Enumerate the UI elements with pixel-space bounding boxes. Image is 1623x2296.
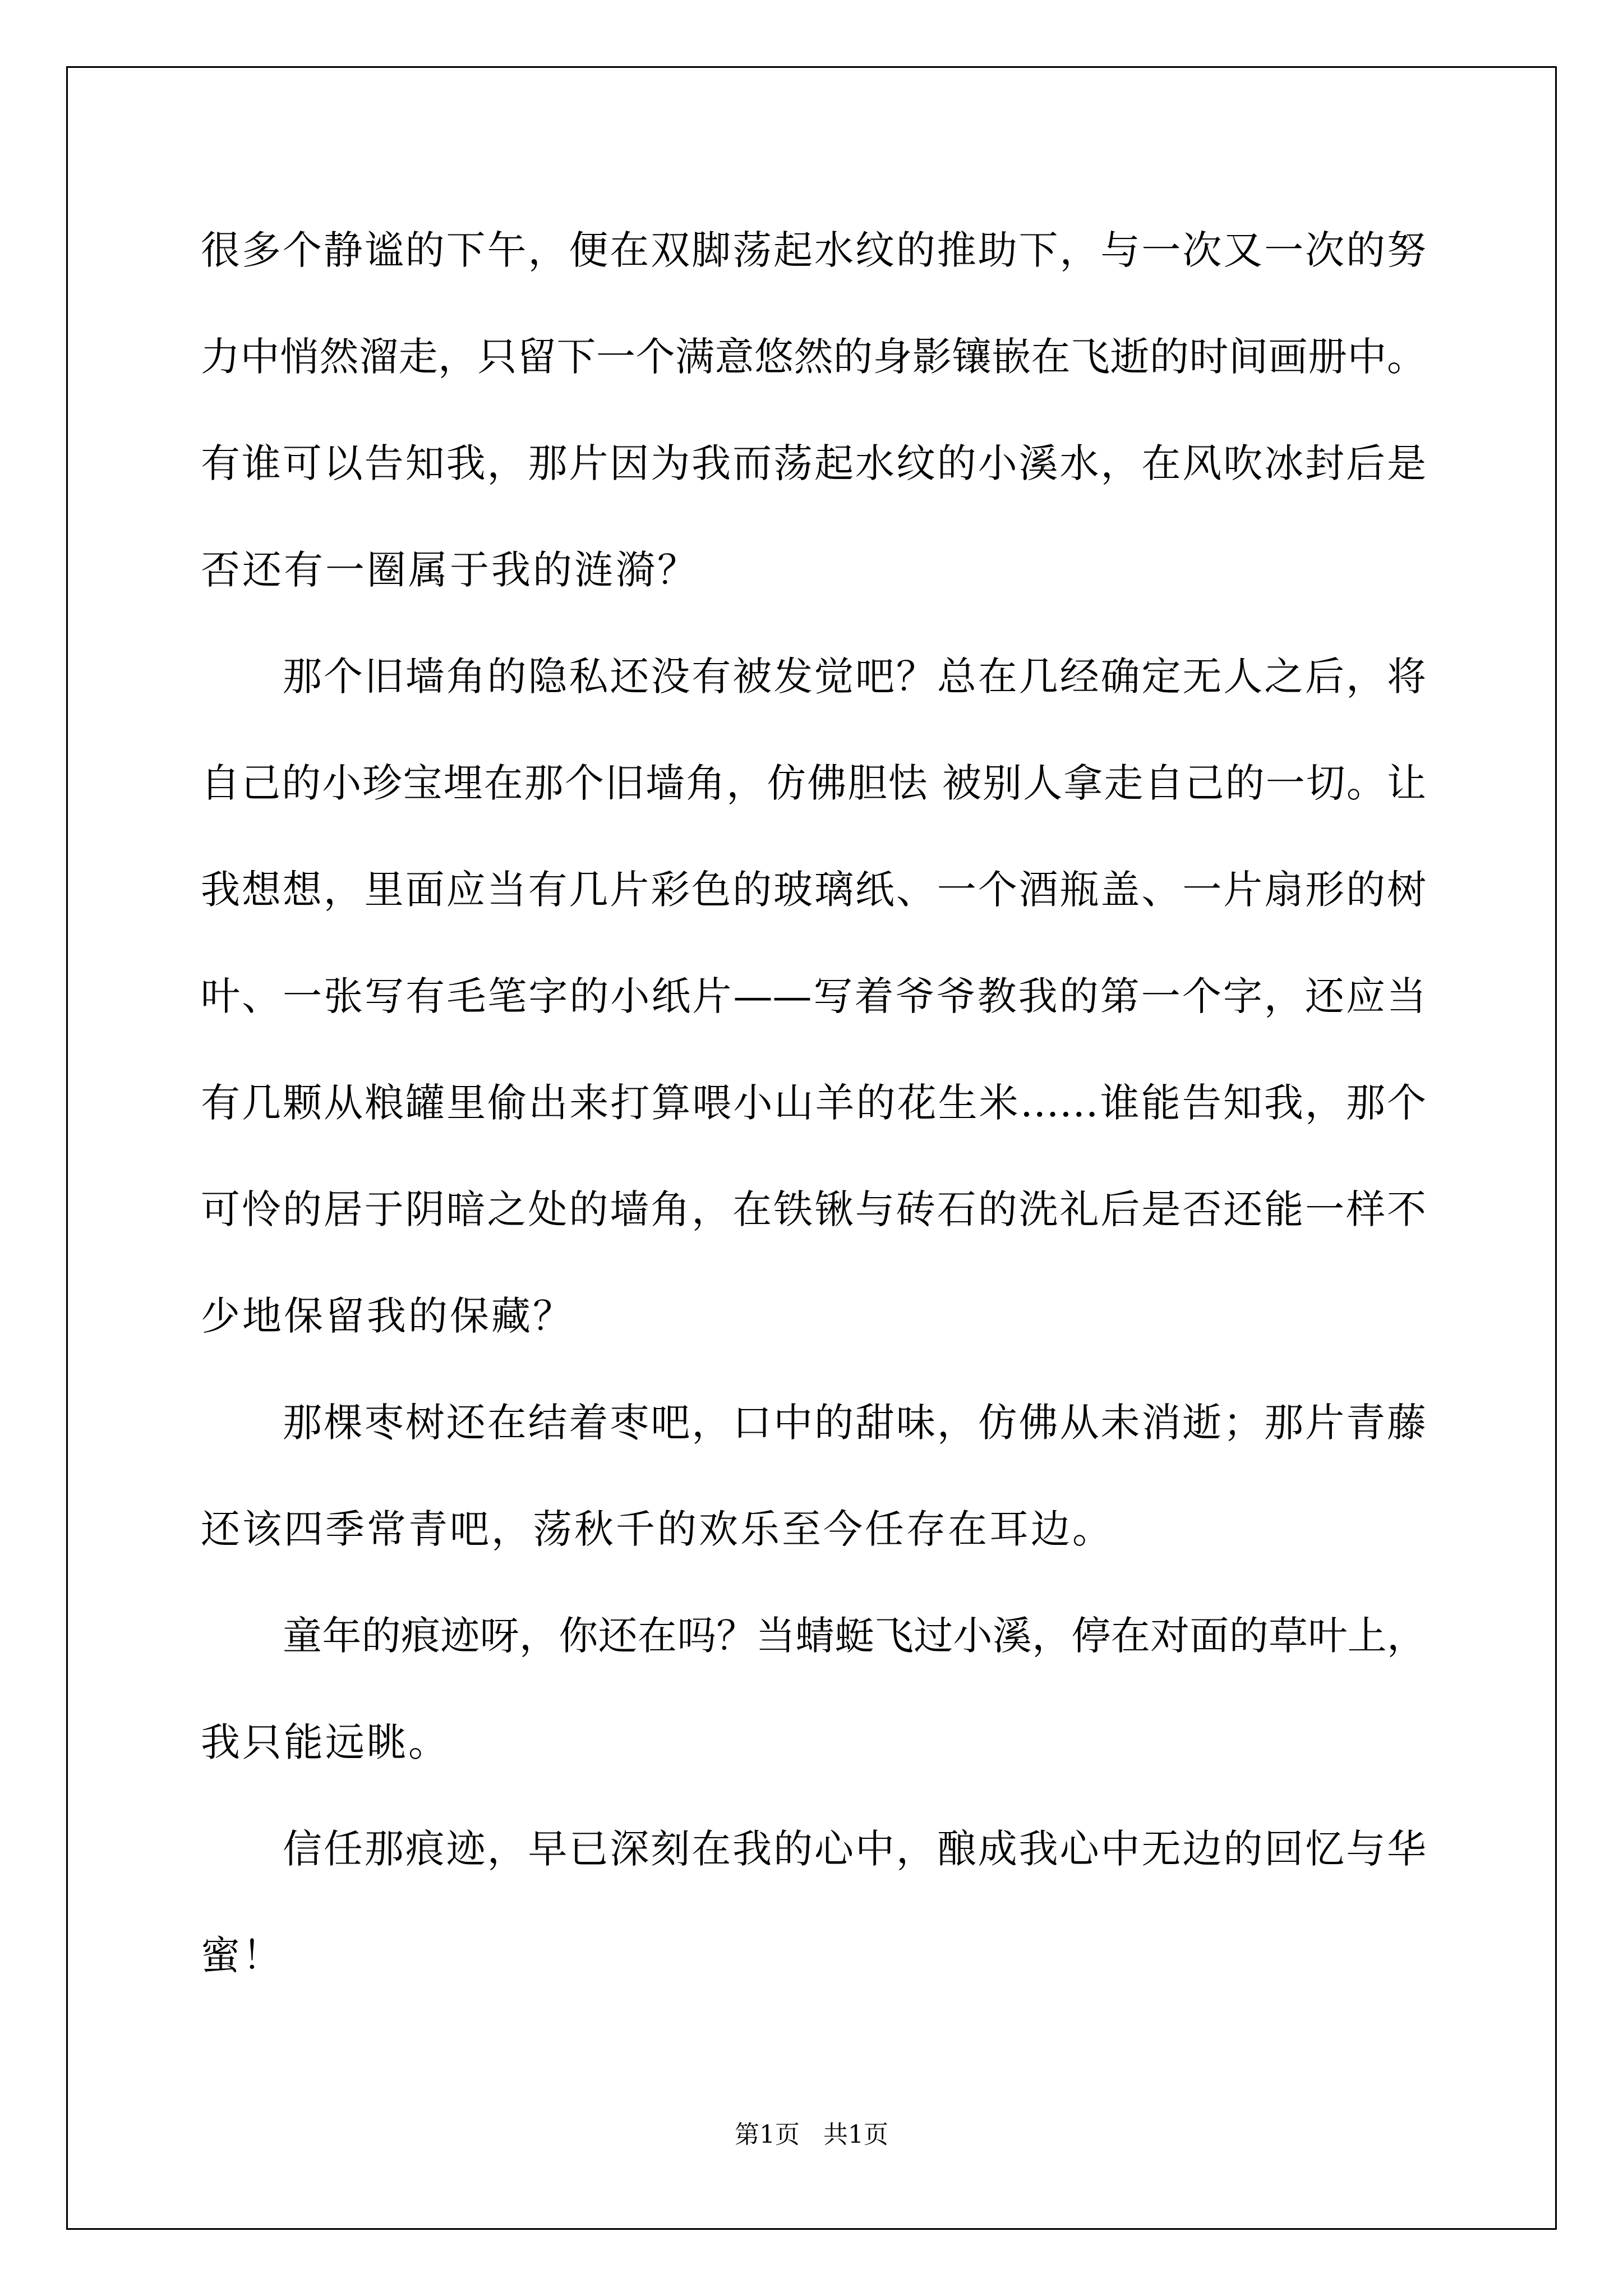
text-line: 很多个静谧的下午，便在双脚荡起水纹的推助下，与一次又一次的努 <box>201 227 1426 273</box>
paragraph-first-line: 那个旧墙角的隐私还没有被发觉吧？总在几经确定无人之后，将 <box>283 654 1426 700</box>
text-line: 我只能远眺。 <box>201 1719 450 1765</box>
text-line: 少地保留我的保藏？ <box>201 1293 574 1339</box>
text-line: 叶、一张写有毛笔字的小纸片——写着爷爷教我的第一个字，还应当 <box>201 973 1426 1019</box>
text-line: 自己的小珍宝埋在那个旧墙角，仿佛胆怯 被别人拿走自己的一切。让 <box>201 760 1426 806</box>
text-line: 否还有一圈属于我的涟漪？ <box>201 547 699 593</box>
text-line: 还该四季常青吧，荡秋千的欢乐至今任存在耳边。 <box>201 1506 1114 1552</box>
text-line: 我想想，里面应当有几片彩色的玻璃纸、一个酒瓶盖、一片扇形的树 <box>201 867 1426 913</box>
page-border <box>66 66 1557 2230</box>
page-number-footer: 第1页 共1页 <box>735 2120 888 2149</box>
paragraph-first-line: 信任那痕迹，早已深刻在我的心中，酿成我心中无边的回忆与华 <box>283 1826 1426 1872</box>
text-line: 有几颗从粮罐里偷出来打算喂小山羊的花生米……谁能告知我，那个 <box>201 1080 1426 1126</box>
text-line: 可怜的居于阴暗之处的墙角，在铁锹与砖石的洗礼后是否还能一样不 <box>201 1186 1426 1232</box>
paragraph-first-line: 童年的痕迹呀，你还在吗？当蜻蜓飞过小溪，停在对面的草叶上， <box>283 1613 1426 1659</box>
text-line: 有谁可以告知我，那片因为我而荡起水纹的小溪水，在风吹冰封后是 <box>201 440 1426 486</box>
text-line: 力中悄然溜走，只留下一个满意悠然的身影镶嵌在飞逝的时间画册中。 <box>201 334 1426 380</box>
text-line: 蜜！ <box>201 1932 284 1978</box>
paragraph-first-line: 那棵枣树还在结着枣吧，口中的甜味，仿佛从未消逝；那片青藤 <box>283 1400 1426 1446</box>
